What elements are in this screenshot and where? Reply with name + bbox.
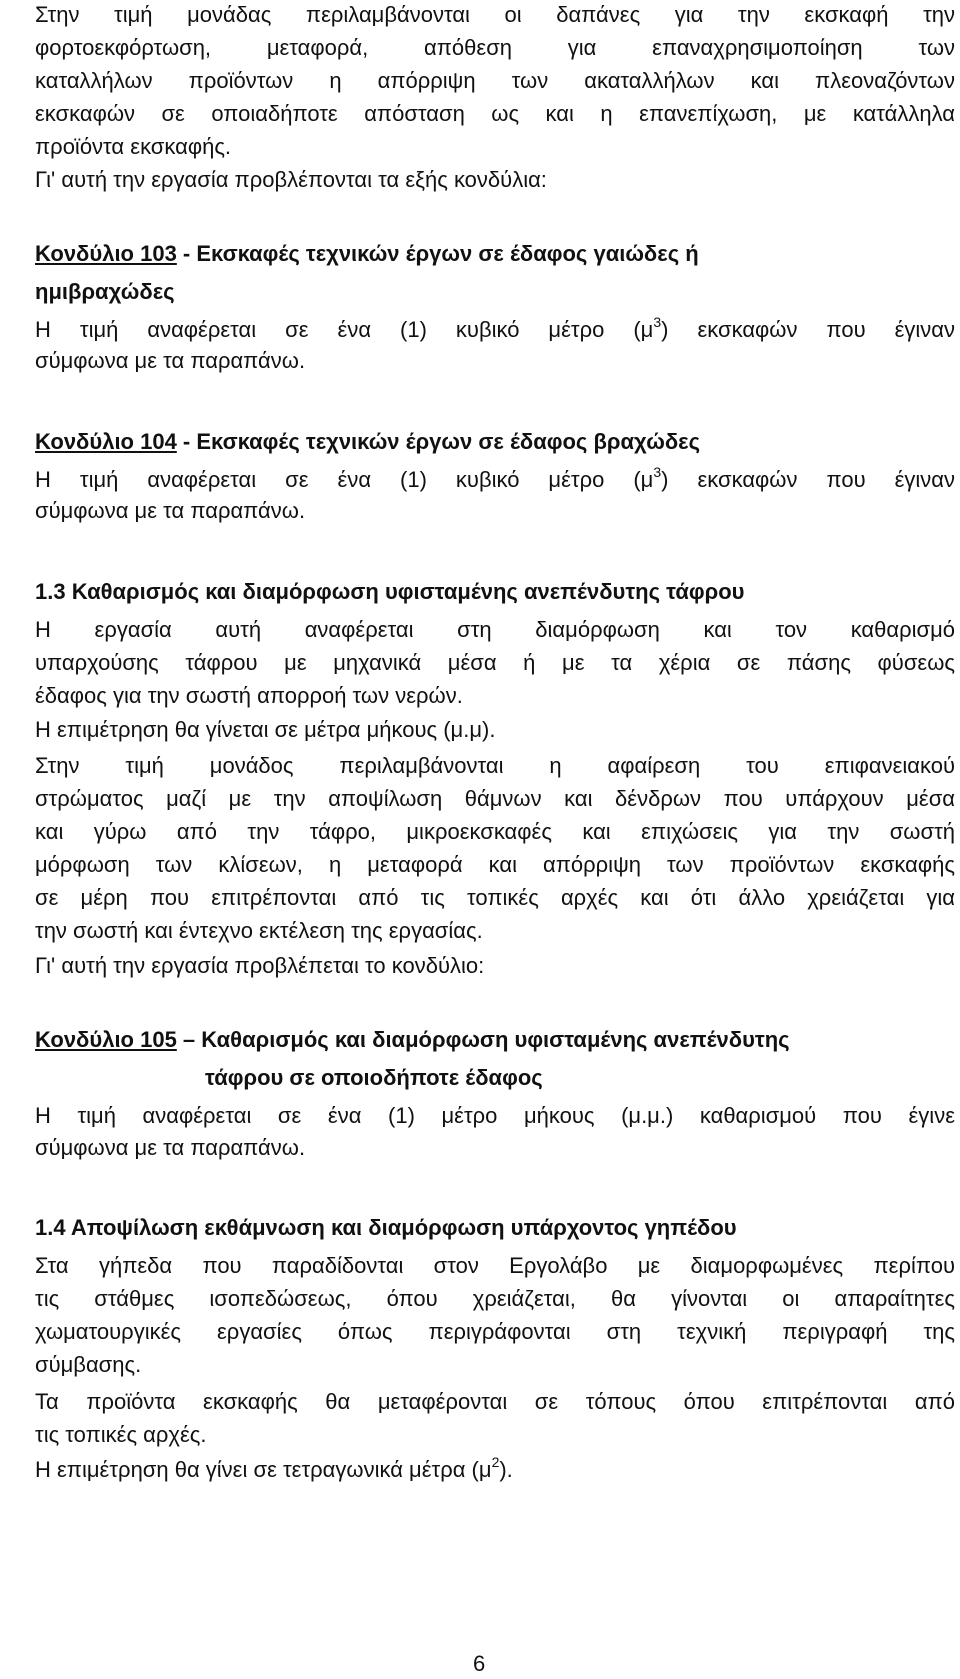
text-line: τις τοπικές αρχές.	[35, 1422, 207, 1447]
text-line: εκσκαφών σε οποιαδήποτε απόσταση ως και η επανεπίχωση, με κατάλληλα	[35, 101, 955, 126]
text-line: σύμβασης.	[35, 1352, 142, 1377]
text-line: χωματουργικές εργασίες όπως περιγράφονται στη τεχνική περιγραφή της	[35, 1319, 955, 1344]
text-line: Η εργασία αυτή αναφέρεται στη διαμόρφωση και τον καθαρισμό	[35, 617, 955, 642]
text-line: τις στάθμες ισοπεδώσεως, όπου χρειάζεται, θα γίνονται οι απαραίτητες	[35, 1286, 955, 1311]
text-line: φορτοεκφόρτωση, μεταφορά, απόθεση για επαναχρησιμοποίηση των	[35, 35, 955, 60]
item-103-desc-cont: σύμφωνα με τα παραπάνω.	[35, 348, 306, 373]
item-105-title	[35, 1025, 790, 1055]
text-line: μόρφωση των κλίσεων, η μεταφορά και απόρριψη των προϊόντων εκσκαφής	[35, 852, 955, 877]
text-line: και γύρω από την τάφρο, μικροεκσκαφές και επιχώσεις για την σωστή	[35, 819, 955, 844]
text-line: προϊόντα εκσκαφής.	[35, 134, 232, 159]
measurement-note: Η επιμέτρηση θα γίνεται σε μέτρα μήκους (μ.μ).	[35, 717, 496, 742]
item-code: Κονδύλιο 104	[35, 429, 177, 454]
item-title: – Καθαρισμός και διαμόρφωση υφισταμένης ανεπένδυτης	[176, 1027, 790, 1052]
text-line: την σωστή και έντεχνο εκτέλεση της εργασίας.	[35, 918, 483, 943]
text-line: Στα γήπεδα που παραδίδονται στον Εργολάβο με διαμορφωμένες περίπου	[35, 1253, 955, 1278]
item-105-desc: Η τιμή αναφέρεται σε ένα (1) μέτρο μήκους (μ.μ.) καθαρισμού που έγινε	[35, 1103, 955, 1128]
item-title: - Εκσκαφές τεχνικών έργων σε έδαφος γαιώδες ή	[176, 241, 699, 266]
section-heading: 1.4 Αποψίλωση εκθάμνωση και διαμόρφωση υπάρχοντος γηπέδου	[35, 1215, 737, 1240]
text-line: Στην τιμή μονάδος περιλαμβάνονται η αφαίρεση του επιφανειακού	[35, 753, 955, 778]
text-line: καταλλήλων προϊόντων η απόρριψη των ακαταλλήλων και πλεοναζόντων	[35, 68, 955, 93]
text-line: στρώματος μαζί με την αποψίλωση θάμνων και δένδρων που υπάρχουν μέσα	[35, 786, 955, 811]
item-105-title-cont: τάφρου σε οποιοδήποτε έδαφος	[205, 1065, 543, 1090]
item-104-desc: Η τιμή αναφέρεται σε ένα (1) κυβικό μέτρο $(\mu^3)$ εκσκαφών που έγιναν	[35, 463, 955, 492]
item-103-title	[35, 239, 699, 269]
item-title: - Εκσκαφές τεχνικών έργων σε έδαφος βραχώδες	[176, 429, 701, 454]
item-104-desc-cont: σύμφωνα με τα παραπάνω.	[35, 498, 306, 523]
item-103-title-cont: ημιβραχώδες	[35, 279, 175, 304]
items-intro: Γι' αυτή την εργασία προβλέπονται τα εξής κονδύλια:	[35, 167, 547, 192]
item-code: Κονδύλιο 103	[35, 241, 177, 266]
items-intro: Γι' αυτή την εργασία προβλέπεται το κονδύλιο:	[35, 953, 485, 978]
measurement-note: Η επιμέτρηση θα γίνει σε τετραγωνικά μέτρα $(\mu^2)$.	[35, 1453, 513, 1482]
page-number: 6	[473, 1651, 486, 1676]
text-line: Τα προϊόντα εκσκαφής θα μεταφέρονται σε τόπους όπου επιτρέπονται από	[35, 1389, 955, 1414]
item-code: Κονδύλιο 105	[35, 1027, 177, 1052]
item-103-desc: Η τιμή αναφέρεται σε ένα (1) κυβικό μέτρο $(\mu^3)$ εκσκαφών που έγιναν	[35, 313, 955, 342]
text-line: Στην τιμή μονάδας περιλαμβάνονται οι δαπάνες για την εκσκαφή την	[35, 2, 955, 27]
item-104-title	[35, 427, 700, 457]
text-line: σε μέρη που επιτρέπονται από τις τοπικές αρχές και ότι άλλο χρειάζεται για	[35, 885, 955, 910]
text-line: υπαρχούσης τάφρου με μηχανικά μέσα ή με τα χέρια σε πάσης φύσεως	[35, 650, 955, 675]
text-line: έδαφος για την σωστή απορροή των νερών.	[35, 683, 463, 708]
section-heading: 1.3 Καθαρισμός και διαμόρφωση υφισταμένης ανεπένδυτης τάφρου	[35, 579, 745, 604]
item-105-desc-cont: σύμφωνα με τα παραπάνω.	[35, 1135, 306, 1160]
